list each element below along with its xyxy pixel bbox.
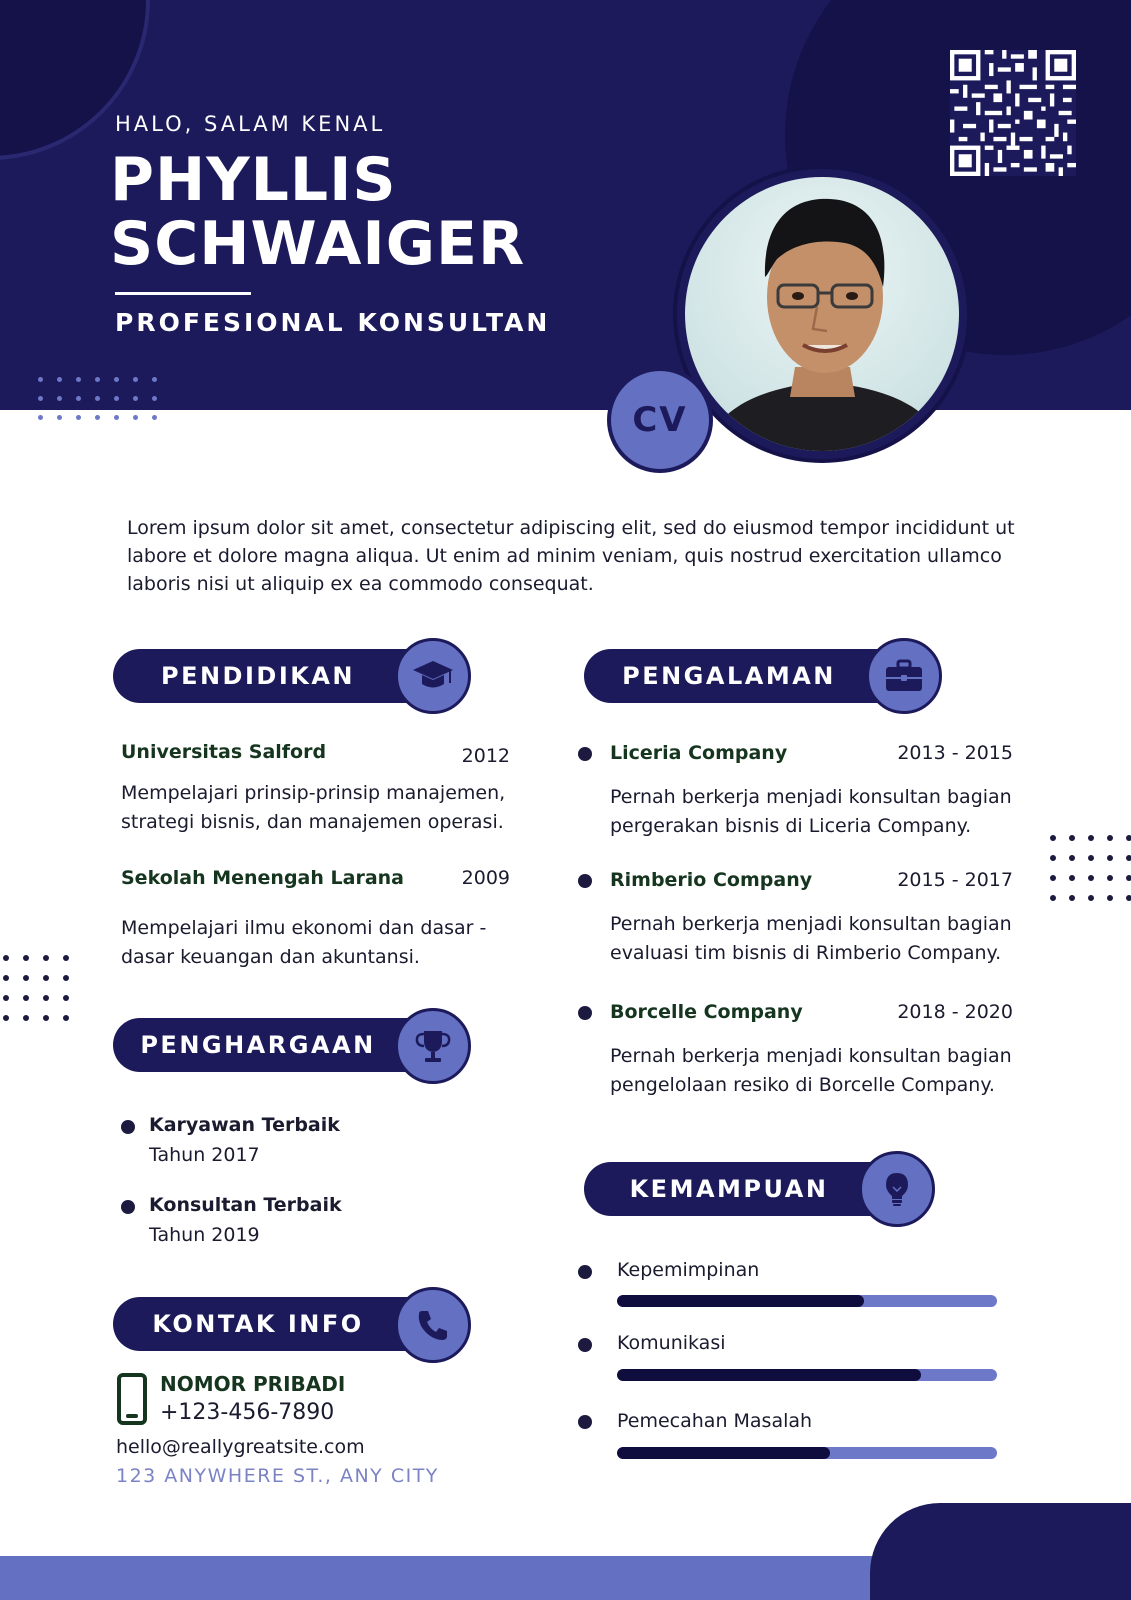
- experience-description: Pernah berkerja menjadi konsultan bagian pengelolaan resiko di Borcelle Company.: [610, 1045, 1012, 1096]
- skill-bar: [617, 1295, 997, 1307]
- section-heading-label: PENGALAMAN: [622, 662, 836, 690]
- footer-corner-shape: [870, 1503, 1131, 1600]
- experience-company: Liceria Company: [610, 742, 788, 764]
- greeting: HALO, SALAM KENAL: [115, 112, 386, 136]
- skill-name: Pemecahan Masalah: [617, 1410, 813, 1432]
- list-bullet: [578, 1338, 592, 1352]
- list-bullet: [121, 1200, 135, 1214]
- skill-bar: [617, 1369, 997, 1381]
- name-underline: [115, 292, 251, 295]
- section-heading-label: PENGHARGAAN: [140, 1031, 376, 1059]
- experience-company: Rimberio Company: [610, 869, 813, 891]
- email-address: hello@reallygreatsite.com: [116, 1436, 365, 1458]
- profile-photo: [685, 177, 959, 451]
- last-name: SCHWAIGER: [110, 209, 526, 279]
- decorative-dots: [38, 377, 157, 420]
- section-heading-label: KONTAK INFO: [152, 1310, 364, 1338]
- skill-bar-fill: [617, 1447, 830, 1459]
- skill-bar-fill: [617, 1369, 921, 1381]
- experience-years: 2013 - 2015: [897, 742, 1013, 764]
- phone-icon: [395, 1287, 471, 1363]
- skill-bar: [617, 1447, 997, 1459]
- decorative-dots: [3, 955, 69, 1021]
- qr-code: [950, 50, 1076, 176]
- decorative-circle: [0, 0, 150, 160]
- graduation-cap-icon: [395, 638, 471, 714]
- list-bullet: [578, 874, 592, 888]
- skill-name: Kepemimpinan: [617, 1259, 760, 1281]
- list-bullet: [578, 1415, 592, 1429]
- first-name: PHYLLIS: [110, 145, 397, 215]
- education-description: Mempelajari ilmu ekonomi dan dasar - dasar keuangan dan akuntansi.: [121, 917, 487, 968]
- experience-description: Pernah berkerja menjadi konsultan bagian evaluasi tim bisnis di Rimberio Company.: [610, 913, 1012, 964]
- education-school: Sekolah Menengah Larana: [121, 867, 404, 889]
- experience-years: 2015 - 2017: [897, 869, 1013, 891]
- skill-bar-fill: [617, 1295, 864, 1307]
- section-heading-label: KEMAMPUAN: [629, 1175, 829, 1203]
- education-year: 2009: [461, 867, 510, 889]
- education-year: 2012: [461, 745, 510, 767]
- trophy-icon: [395, 1008, 471, 1084]
- full-name: [110, 145, 526, 279]
- profile-photo-frame: [673, 165, 971, 463]
- list-bullet: [578, 1006, 592, 1020]
- lightbulb-icon: [859, 1151, 935, 1227]
- award-year: Tahun 2019: [149, 1224, 260, 1246]
- list-bullet: [578, 747, 592, 761]
- decorative-dots: [1050, 835, 1131, 901]
- job-title: PROFESIONAL KONSULTAN: [115, 308, 551, 337]
- person-portrait: [685, 177, 959, 451]
- intro-paragraph: Lorem ipsum dolor sit amet, consectetur adipiscing elit, sed do eiusmod tempor incididunt ut labore et dolore magna aliqua. Ut enim ad minim veniam, quis nostrud exercitation ullamco laboris nisi ut aliquip ex ea commodo consequat.: [127, 517, 1015, 595]
- mobile-phone-icon: [117, 1373, 147, 1425]
- phone-number: +123-456-7890: [160, 1400, 335, 1425]
- experience-years: 2018 - 2020: [897, 1001, 1013, 1023]
- experience-description: Pernah berkerja menjadi konsultan bagian pergerakan bisnis di Liceria Company.: [610, 786, 1012, 837]
- cv-badge: CV: [607, 367, 713, 473]
- list-bullet: [121, 1120, 135, 1134]
- education-school: Universitas Salford: [121, 741, 327, 763]
- section-heading-label: PENDIDIKAN: [160, 662, 356, 690]
- award-year: Tahun 2017: [149, 1144, 260, 1166]
- street-address: 123 ANYWHERE ST., ANY CITY: [116, 1465, 439, 1487]
- briefcase-icon: [866, 638, 942, 714]
- education-description: Mempelajari prinsip-prinsip manajemen, strategi bisnis, dan manajemen operasi.: [121, 782, 506, 833]
- skill-name: Komunikasi: [617, 1332, 726, 1354]
- award-title: Karyawan Terbaik: [149, 1114, 340, 1136]
- experience-company: Borcelle Company: [610, 1001, 803, 1023]
- award-title: Konsultan Terbaik: [149, 1194, 342, 1216]
- phone-label: NOMOR PRIBADI: [160, 1372, 346, 1396]
- list-bullet: [578, 1265, 592, 1279]
